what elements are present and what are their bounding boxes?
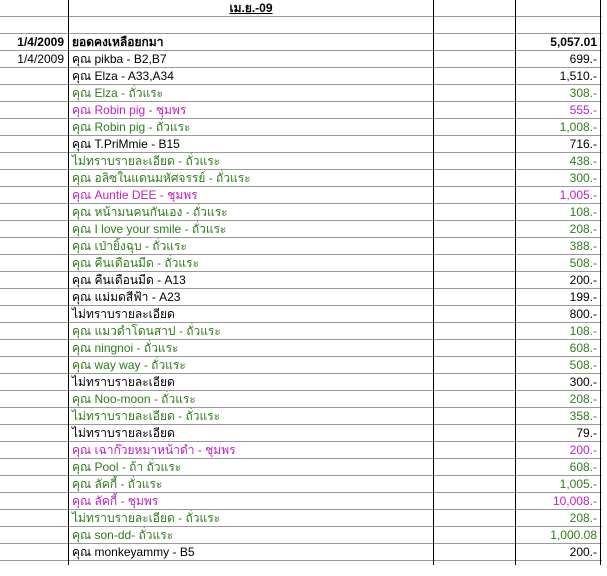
row-description: คุณ ลัคกี้ - ถั่วแระ xyxy=(72,477,163,491)
row-date xyxy=(0,408,66,424)
table-row xyxy=(0,527,602,544)
row-amount: 1,005.- xyxy=(559,477,597,491)
row-amount: 199.- xyxy=(569,290,597,304)
row-amount: 608.- xyxy=(569,341,597,355)
row-date xyxy=(0,255,66,271)
table-row xyxy=(0,204,602,221)
row-description: คุณ Elza - ถั่วแระ xyxy=(72,86,164,100)
row-date xyxy=(0,136,66,152)
row-amount: 108.- xyxy=(569,205,597,219)
row-description: คุณ อลิซในแดนมหัศจรรย์ - ถั่วแระ xyxy=(72,171,251,185)
row-amount: 300.- xyxy=(569,171,597,185)
column-divider-date xyxy=(68,0,69,565)
row-date xyxy=(0,510,66,526)
row-date xyxy=(0,102,66,118)
row-amount: 10,008.- xyxy=(552,494,597,508)
table-row xyxy=(0,544,602,561)
table-row xyxy=(0,340,602,357)
table-row xyxy=(0,476,602,493)
row-amount: 508.- xyxy=(569,256,597,270)
row-description: ไม่ทราบรายละเอียด xyxy=(72,426,175,440)
row-amount: 358.- xyxy=(569,409,597,423)
row-date xyxy=(0,153,66,169)
table-row xyxy=(0,85,602,102)
table-row xyxy=(0,136,602,153)
table-row xyxy=(0,493,602,510)
table-row xyxy=(0,102,602,119)
row-date: 1/4/2009 xyxy=(17,52,64,66)
row-date xyxy=(0,221,66,237)
table-row xyxy=(0,323,602,340)
table-row xyxy=(0,425,602,442)
row-date xyxy=(0,442,66,458)
row-amount: 716.- xyxy=(569,137,597,151)
table-row xyxy=(0,459,602,476)
row-description: คุณ Noo-moon - ถั่วแระ xyxy=(72,392,196,406)
row-description: คุณ คืนเดือนมืด - A13 xyxy=(72,273,186,287)
table-row xyxy=(0,510,602,527)
row-amount: 200.- xyxy=(569,545,597,559)
table-row xyxy=(0,119,602,136)
row-description: คุณ pikba - B2,B7 xyxy=(72,52,167,66)
table-row xyxy=(0,289,602,306)
table-row xyxy=(0,255,602,272)
row-amount: 200.- xyxy=(569,443,597,457)
row-description: คุณ เป่ายิ้งฉุบ - ถั่วแระ xyxy=(72,239,187,253)
row-amount: 108.- xyxy=(569,324,597,338)
table-row xyxy=(0,306,602,323)
table-row xyxy=(0,238,602,255)
table-row xyxy=(0,187,602,204)
row-description: ไม่ทราบรายละเอียด - ถั่วแระ xyxy=(72,154,221,168)
row-amount: 699.- xyxy=(569,52,597,66)
row-amount: 1,510.- xyxy=(559,69,597,83)
row-amount: 800.- xyxy=(569,307,597,321)
row-description: ไม่ทราบรายละเอียด xyxy=(72,307,175,321)
row-date xyxy=(0,459,66,475)
row-date xyxy=(0,425,66,441)
row-amount: 388.- xyxy=(569,239,597,253)
title-row xyxy=(0,0,602,17)
row-amount: 438.- xyxy=(569,154,597,168)
row-date xyxy=(0,527,66,543)
table-row xyxy=(0,153,602,170)
row-amount: 1,000.08 xyxy=(550,528,597,542)
row-date xyxy=(0,357,66,373)
column-divider-desc xyxy=(433,0,434,565)
table-row xyxy=(0,357,602,374)
table-row xyxy=(0,170,602,187)
row-amount: 208.- xyxy=(569,222,597,236)
table-row xyxy=(0,51,602,68)
row-description: คุณ แม่มดสีฟ้า - A23 xyxy=(72,290,181,304)
blank-row xyxy=(0,17,602,34)
sheet-title: เม.ย.-09 xyxy=(229,1,273,15)
row-description: คุณ ลัคกี้ - ชุมพร xyxy=(72,494,159,508)
table-row xyxy=(0,374,602,391)
row-description: คุณ Robin pig - ชุมพร xyxy=(72,103,187,117)
row-amount: 300.- xyxy=(569,375,597,389)
row-date xyxy=(0,170,66,186)
row-amount: 208.- xyxy=(569,392,597,406)
row-date xyxy=(0,476,66,492)
row-amount: 308.- xyxy=(569,86,597,100)
row-date xyxy=(0,289,66,305)
row-amount: 1,008.- xyxy=(559,120,597,134)
row-amount: 555.- xyxy=(569,103,597,117)
row-description: คุณ T.PriMmie - B15 xyxy=(72,137,180,151)
row-description: ไม่ทราบรายละเอียด - ถั่วแระ xyxy=(72,409,221,423)
row-date xyxy=(0,204,66,220)
column-divider-amount xyxy=(600,0,601,565)
row-date xyxy=(0,238,66,254)
opening-label: ยอดคงเหลือยกมา xyxy=(72,35,164,49)
opening-amount: 5,057.01 xyxy=(550,35,597,49)
row-description: คุณ Pool - ถ้า ถั่วแระ xyxy=(72,460,182,474)
opening-balance-row xyxy=(0,34,602,51)
table-row xyxy=(0,221,602,238)
row-description: ไม่ทราบรายละเอียด xyxy=(72,375,175,389)
row-description: คุณ คืนเดือนมืด - ถั่วแระ xyxy=(72,256,200,270)
row-description: คุณ Robin pig - ถั่วแระ xyxy=(72,120,191,134)
row-description: คุณ son-dd- ถั่วแระ xyxy=(72,528,174,542)
row-amount: 608.- xyxy=(569,460,597,474)
row-description: คุณ หน้ามนคนกันเอง - ถั่วแระ xyxy=(72,205,228,219)
row-description: คุณ เฉาก๊วยหมาหน้าดำ - ชุมพร xyxy=(72,443,236,457)
table-row xyxy=(0,68,602,85)
row-amount: 508.- xyxy=(569,358,597,372)
row-description: คุณ I love your smile - ถั่วแระ xyxy=(72,222,227,236)
row-amount: 208.- xyxy=(569,511,597,525)
row-date xyxy=(0,374,66,390)
table-row xyxy=(0,442,602,459)
row-description: คุณ ningnoi - ถั่วแระ xyxy=(72,341,179,355)
row-description: คุณ Elza - A33,A34 xyxy=(72,69,174,83)
row-date xyxy=(0,493,66,509)
row-amount: 200.- xyxy=(569,273,597,287)
table-row xyxy=(0,272,602,289)
row-date xyxy=(0,68,66,84)
row-date xyxy=(0,272,66,288)
row-amount: 1,005.- xyxy=(559,188,597,202)
row-date xyxy=(0,119,66,135)
row-description: คุณ monkeyammy - B5 xyxy=(72,545,195,559)
row-date xyxy=(0,340,66,356)
table-row xyxy=(0,391,602,408)
row-description: คุณ Auntie DEE - ชุมพร xyxy=(72,188,198,202)
row-description: คุณ way way - ถั่วแระ xyxy=(72,358,186,372)
row-description: คุณ แมวดำโดนสาป - ถั่วแระ xyxy=(72,324,221,338)
row-date xyxy=(0,187,66,203)
row-date xyxy=(0,85,66,101)
row-date xyxy=(0,323,66,339)
opening-date: 1/4/2009 xyxy=(17,35,64,49)
table-row xyxy=(0,408,602,425)
row-description: ไม่ทราบรายละเอียด - ถั่วแระ xyxy=(72,511,221,525)
transaction-list xyxy=(0,51,602,561)
row-amount: 79.- xyxy=(576,426,597,440)
row-date xyxy=(0,391,66,407)
row-date xyxy=(0,306,66,322)
column-divider-blank xyxy=(515,0,516,565)
row-date xyxy=(0,544,66,560)
